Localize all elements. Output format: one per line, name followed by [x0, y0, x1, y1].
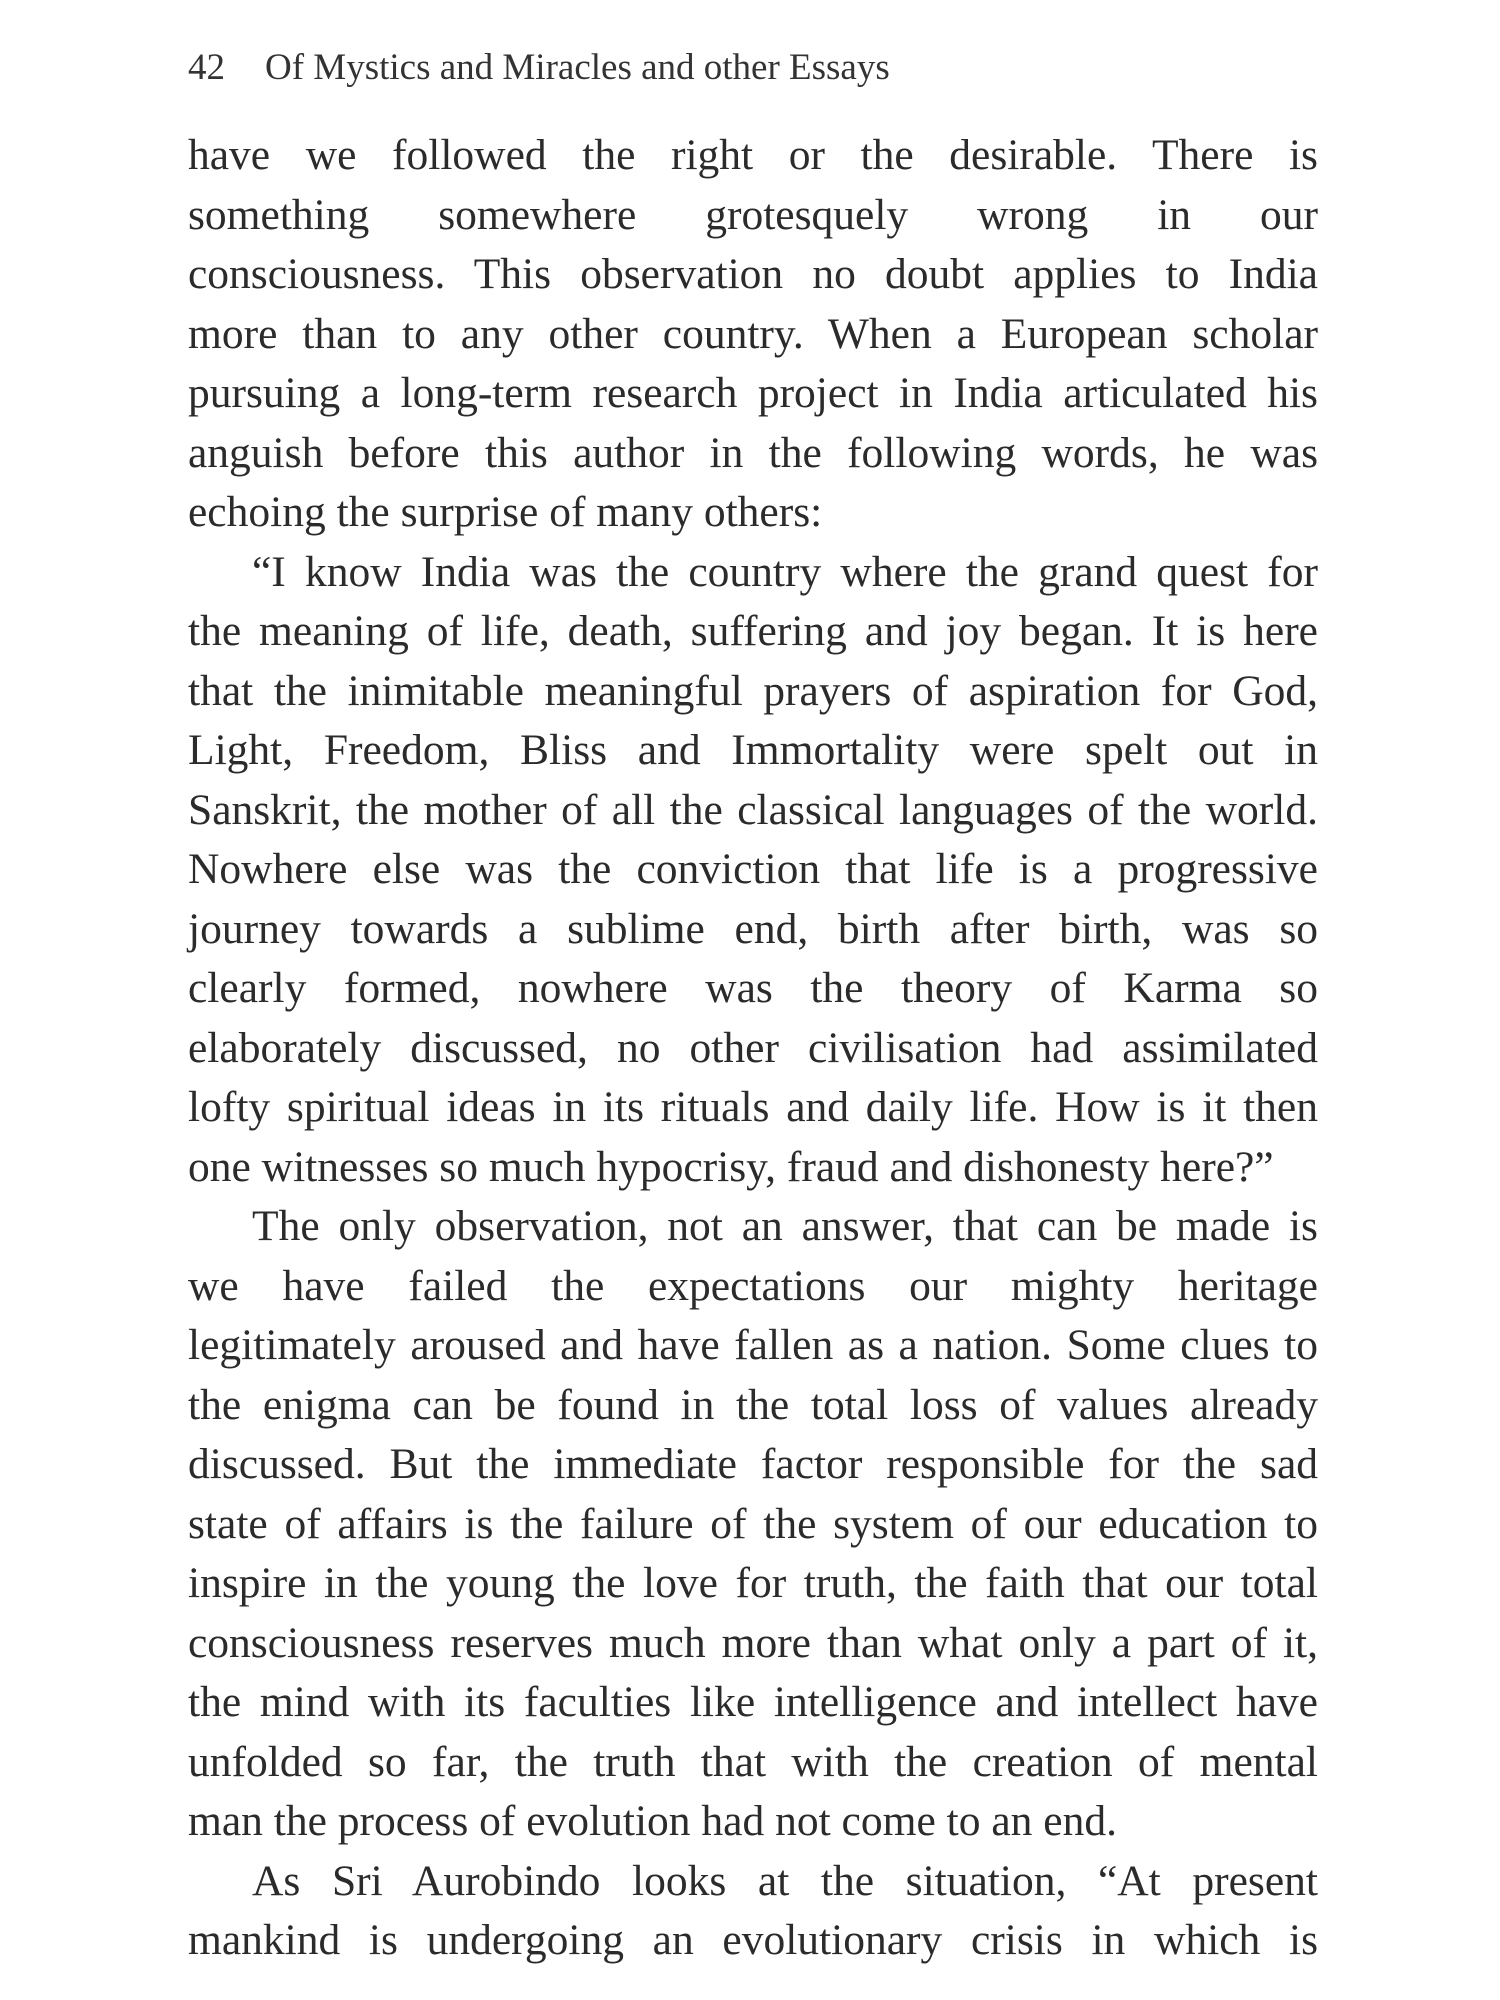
text-line: more than to any other country. When a European scholar: [188, 309, 1318, 358]
book-title: Of Mystics and Miracles and other Essays: [265, 47, 890, 88]
text-line: the enigma can be found in the total loss of values already: [188, 1380, 1318, 1429]
paragraph: [188, 1852, 1318, 1971]
text-line: something somewhere grotesquely wrong in our: [188, 190, 1318, 239]
text-line: state of affairs is the failure of the system of our education to: [188, 1499, 1318, 1548]
text-line: we have failed the expectations our mighty heritage: [188, 1261, 1318, 1310]
text-line: unfolded so far, the truth that with the creation of mental: [188, 1737, 1318, 1786]
paragraph: [188, 126, 1318, 543]
text-line: Light, Freedom, Bliss and Immortality were spelt out in: [188, 726, 1318, 774]
body-text: [188, 126, 1318, 1971]
running-head: [188, 40, 890, 96]
text-line: discussed. But the immediate factor responsible for the sad: [188, 1440, 1318, 1488]
text-line: consciousness reserves much more than what only a part of it,: [188, 1618, 1318, 1667]
text-line: “I know India was the country where the grand quest for: [252, 547, 1318, 596]
paragraph: [188, 1197, 1318, 1852]
text-line: inspire in the young the love for truth, the faith that our total: [188, 1559, 1318, 1607]
text-line: anguish before this author in the following words, he was: [188, 428, 1318, 477]
page-number: 42: [188, 47, 225, 88]
text-line: have we followed the right or the desirable. There is: [188, 131, 1318, 179]
text-line: journey towards a sublime end, birth after birth, was so: [188, 904, 1318, 953]
text-line: Nowhere else was the conviction that life is a progressive: [188, 845, 1318, 893]
text-line: consciousness. This observation no doubt applies to India: [188, 250, 1318, 298]
text-line: Sanskrit, the mother of all the classical languages of the world.: [188, 785, 1318, 834]
text-line: that the inimitable meaningful prayers of aspiration for God,: [188, 666, 1318, 715]
text-line: the meaning of life, death, suffering and joy began. It is here: [188, 607, 1318, 655]
paragraph: [188, 543, 1318, 1198]
text-line: man the process of evolution had not come to an end.: [188, 1797, 1117, 1845]
text-line: elaborately discussed, no other civilisation had assimilated: [188, 1023, 1318, 1072]
text-line: pursuing a long-term research project in India articulated his: [188, 369, 1318, 417]
text-line: The only observation, not an answer, that can be made is: [252, 1202, 1318, 1250]
text-line: legitimately aroused and have fallen as a nation. Some clues to: [188, 1321, 1318, 1369]
text-line: one witnesses so much hypocrisy, fraud and dishonesty here?”: [188, 1142, 1274, 1191]
text-line: mankind is undergoing an evolutionary crisis in which is: [188, 1916, 1318, 1964]
text-line: clearly formed, nowhere was the theory of Karma so: [188, 964, 1318, 1012]
text-line: echoing the surprise of many others:: [188, 488, 823, 536]
text-line: lofty spiritual ideas in its rituals and daily life. How is it then: [188, 1083, 1318, 1131]
text-line: the mind with its faculties like intelligence and intellect have: [188, 1678, 1318, 1726]
text-line: As Sri Aurobindo looks at the situation, “At present: [252, 1856, 1318, 1905]
